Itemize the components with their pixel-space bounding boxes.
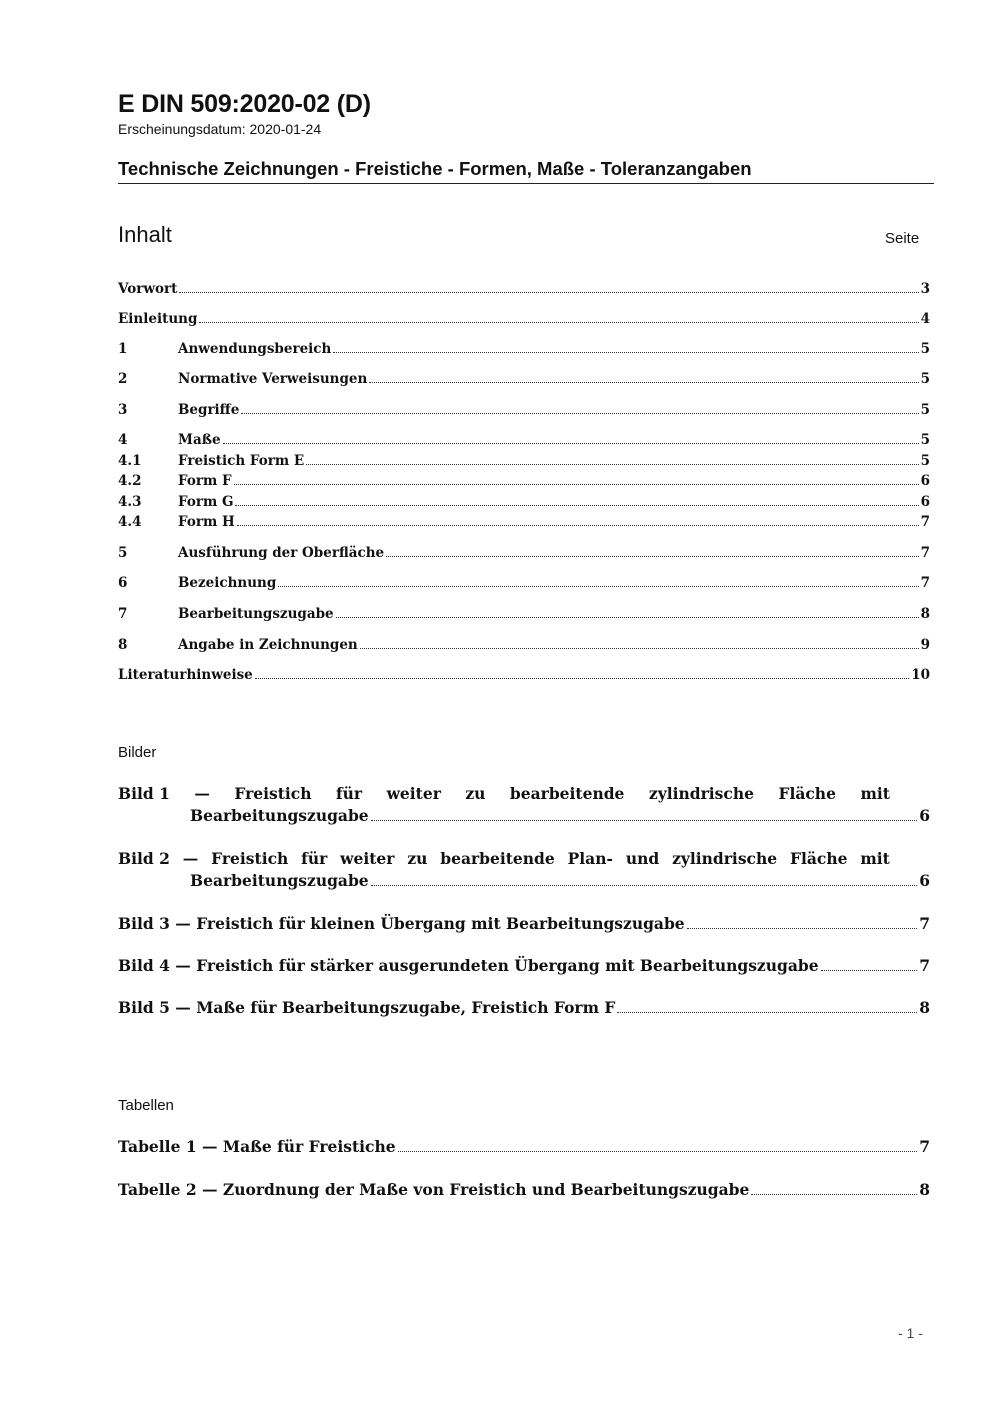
figure-entry[interactable] bbox=[118, 998, 930, 1017]
toc-entry-page: 7 bbox=[920, 575, 930, 591]
document-id: E DIN 509:2020-02 (D) bbox=[118, 90, 371, 118]
toc-entry[interactable] bbox=[118, 432, 930, 448]
toc-entry-number: 4.2 bbox=[118, 473, 142, 489]
page-number: - 1 - bbox=[898, 1325, 923, 1341]
figure-entry-page: 6 bbox=[919, 871, 930, 890]
word: Fläche bbox=[790, 849, 848, 868]
word: zu bbox=[465, 784, 486, 803]
dot-leader bbox=[386, 556, 918, 557]
toc-entry-page: 7 bbox=[920, 545, 930, 561]
word: zylindrische bbox=[672, 849, 778, 868]
dot-leader bbox=[336, 617, 919, 618]
figure-entry-title: Bild 4 — Freistich für stärker ausgerundeten Übergang mit Bearbeitungszugabe bbox=[118, 956, 819, 975]
toc-entry-page: 7 bbox=[920, 514, 930, 530]
word: zu bbox=[407, 849, 428, 868]
figure-entry-page: 8 bbox=[919, 998, 930, 1017]
publication-date: Erscheinungsdatum: 2020-01-24 bbox=[118, 121, 322, 137]
toc-entry[interactable] bbox=[118, 606, 930, 622]
dot-leader bbox=[241, 413, 918, 414]
toc-entry[interactable] bbox=[118, 453, 930, 469]
figure-entry-title: Bearbeitungszugabe bbox=[190, 806, 369, 825]
toc-entry-page: 5 bbox=[920, 453, 930, 469]
toc-entry[interactable] bbox=[118, 575, 930, 591]
table-entry-title: Tabelle 1 — Maße für Freistiche bbox=[118, 1137, 396, 1156]
dot-leader bbox=[278, 586, 918, 587]
toc-entry-number: 8 bbox=[118, 637, 128, 653]
toc-entry-title: Freistich Form E bbox=[178, 453, 305, 469]
word: mit bbox=[860, 849, 890, 868]
toc-entry-number: 4.4 bbox=[118, 514, 142, 530]
toc-entry-title: Bearbeitungszugabe bbox=[178, 606, 334, 622]
figure-entry-title: Bild 5 — Maße für Bearbeitungszugabe, Freistich Form F bbox=[118, 998, 616, 1017]
toc-entry-number: 4.3 bbox=[118, 494, 142, 510]
toc-entry-page: 9 bbox=[920, 637, 930, 653]
toc-entry-page: 5 bbox=[920, 371, 930, 387]
dot-leader bbox=[617, 1012, 917, 1013]
figure-entry-page: 6 bbox=[919, 806, 930, 825]
word: — bbox=[194, 784, 210, 803]
figure-entry-bild-1[interactable] bbox=[118, 784, 890, 803]
dot-leader bbox=[369, 382, 918, 383]
toc-entry-number: 7 bbox=[118, 606, 128, 622]
toc-entry-page: 8 bbox=[920, 606, 930, 622]
toc-entry-number: 4.1 bbox=[118, 453, 142, 469]
table-entry-page: 7 bbox=[919, 1137, 930, 1156]
word: Bild 2 bbox=[118, 849, 170, 868]
figure-entry[interactable] bbox=[118, 956, 930, 975]
word: weiter bbox=[340, 849, 395, 868]
figure-entry-bild-2[interactable] bbox=[118, 849, 890, 868]
dot-leader bbox=[255, 678, 909, 679]
dot-leader bbox=[306, 464, 918, 465]
toc-entry[interactable] bbox=[118, 371, 930, 387]
toc-entry-number: 6 bbox=[118, 575, 128, 591]
toc-entry-page: 5 bbox=[920, 341, 930, 357]
toc-entry[interactable] bbox=[118, 494, 930, 510]
toc-entry-page: 5 bbox=[920, 402, 930, 418]
table-entry-title: Tabelle 2 — Zuordnung der Maße von Freistich und Bearbeitungszugabe bbox=[118, 1180, 750, 1199]
dot-leader bbox=[398, 1151, 918, 1152]
toc-entry-title: Vorwort bbox=[118, 281, 178, 297]
dot-leader bbox=[687, 928, 918, 929]
word: und bbox=[625, 849, 660, 868]
toc-entry-title: Form F bbox=[178, 473, 232, 489]
dot-leader bbox=[333, 352, 918, 353]
toc-entry-title: Bezeichnung bbox=[178, 575, 277, 591]
toc-entry-page: 5 bbox=[920, 432, 930, 448]
dot-leader bbox=[371, 885, 918, 886]
word: mit bbox=[860, 784, 890, 803]
toc-entry-number: 3 bbox=[118, 402, 128, 418]
table-entry[interactable] bbox=[118, 1180, 930, 1199]
word: für bbox=[301, 849, 328, 868]
toc-entry-page: 10 bbox=[911, 667, 930, 683]
dot-leader bbox=[360, 648, 919, 649]
dot-leader bbox=[223, 443, 919, 444]
dot-leader bbox=[371, 820, 918, 821]
toc-entry[interactable] bbox=[118, 637, 930, 653]
toc-entry-page: 6 bbox=[920, 494, 930, 510]
toc-entry-title: Normative Verweisungen bbox=[178, 371, 368, 387]
toc-entry-page: 4 bbox=[920, 311, 930, 327]
document-subtitle: Technische Zeichnungen - Freistiche - Formen, Maße - Toleranzangaben bbox=[118, 158, 752, 179]
title-divider bbox=[118, 183, 934, 184]
toc-entry-title: Form G bbox=[178, 494, 234, 510]
toc-entry[interactable] bbox=[118, 667, 930, 683]
toc-entry-number: 1 bbox=[118, 341, 128, 357]
dot-leader bbox=[234, 484, 919, 485]
toc-entry-number: 4 bbox=[118, 432, 128, 448]
toc-entry-title: Einleitung bbox=[118, 311, 198, 327]
table-entry[interactable] bbox=[118, 1137, 930, 1156]
dot-leader bbox=[751, 1194, 917, 1195]
dot-leader bbox=[237, 525, 919, 526]
toc-entry[interactable] bbox=[118, 341, 930, 357]
toc-page-label: Seite bbox=[885, 230, 920, 247]
word: weiter bbox=[386, 784, 441, 803]
word: — bbox=[182, 849, 199, 868]
toc-entry-title: Ausführung der Oberfläche bbox=[178, 545, 385, 561]
toc-entry-title: Form H bbox=[178, 514, 235, 530]
dot-leader bbox=[199, 322, 918, 323]
toc-entry-page: 3 bbox=[920, 281, 930, 297]
figure-entry-title: Bild 3 — Freistich für kleinen Übergang mit Bearbeitungszugabe bbox=[118, 914, 685, 933]
toc-entry-title: Angabe in Zeichnungen bbox=[178, 637, 358, 653]
toc-entry[interactable] bbox=[118, 545, 930, 561]
dot-leader bbox=[821, 970, 918, 971]
figure-entry-bild-2-cont[interactable] bbox=[190, 871, 930, 890]
word: bearbeitende bbox=[440, 849, 555, 868]
figures-heading: Bilder bbox=[118, 744, 157, 761]
table-entry-page: 8 bbox=[919, 1180, 930, 1199]
figure-entry[interactable] bbox=[118, 914, 930, 933]
figure-entry-page: 7 bbox=[919, 956, 930, 975]
figure-entry-bild-1-cont[interactable] bbox=[190, 806, 930, 825]
toc-entry[interactable] bbox=[118, 473, 930, 489]
word: Bild 1 bbox=[118, 784, 170, 803]
word: Plan- bbox=[567, 849, 613, 868]
word: bearbeitende bbox=[509, 784, 625, 803]
figure-entry-page: 7 bbox=[919, 914, 930, 933]
toc-entry-title: Literaturhinweise bbox=[118, 667, 253, 683]
toc-entry[interactable] bbox=[118, 514, 930, 530]
toc-heading: Inhalt bbox=[118, 222, 172, 247]
toc-entry-number: 5 bbox=[118, 545, 128, 561]
word: Freistich bbox=[211, 849, 289, 868]
tables-heading: Tabellen bbox=[118, 1097, 174, 1114]
toc-entry-title: Anwendungsbereich bbox=[178, 341, 332, 357]
toc-entry[interactable] bbox=[118, 311, 930, 327]
toc-entry[interactable] bbox=[118, 402, 930, 418]
toc-entry-number: 2 bbox=[118, 371, 128, 387]
figure-entry-title: Bearbeitungszugabe bbox=[190, 871, 369, 890]
word: Freistich bbox=[234, 784, 312, 803]
toc-entry-page: 6 bbox=[920, 473, 930, 489]
toc-entry-title: Maße bbox=[178, 432, 221, 448]
dot-leader bbox=[235, 505, 918, 506]
word: Fläche bbox=[778, 784, 836, 803]
toc-entry[interactable] bbox=[118, 281, 930, 297]
word: zylindrische bbox=[648, 784, 754, 803]
dot-leader bbox=[179, 292, 918, 293]
toc-entry-title: Begriffe bbox=[178, 402, 240, 418]
word: für bbox=[336, 784, 363, 803]
